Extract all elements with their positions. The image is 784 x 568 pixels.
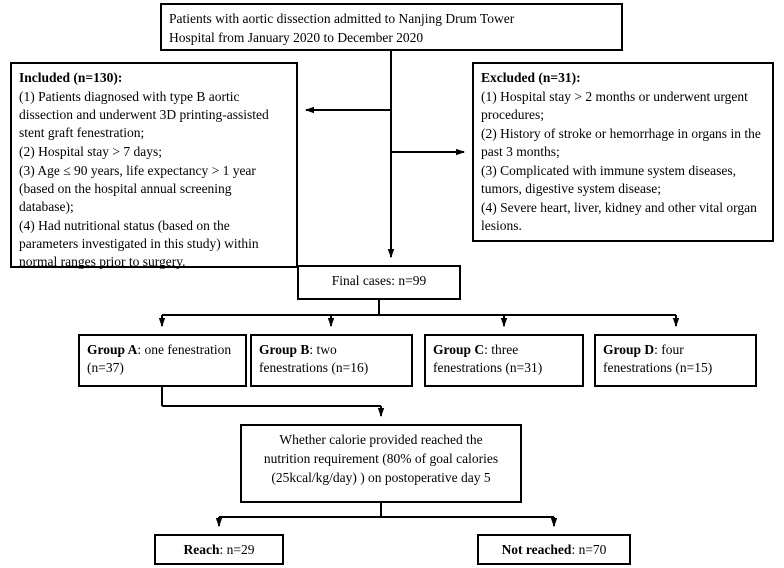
included-item-1: (1) Patients diagnosed with type B aortic dissection and underwent 3D printing-assisted stent graft fenestration; — [19, 88, 269, 140]
excluded-heading: Excluded (n=31): — [481, 70, 581, 85]
excluded-item-2: (2) History of stroke or hemorrhage in organs in the past 3 months; — [481, 125, 761, 159]
calorie-line-2: nutrition requirement (80% of goal calories — [263, 450, 499, 466]
box-group-d — [594, 334, 757, 387]
enrollment-line-2: Hospital from January 2020 to December 2020 — [169, 29, 424, 45]
enrollment-line-1: Patients with aortic dissection admitted to Nanjing Drum Tower — [169, 11, 515, 26]
group-a-label: Group A — [87, 342, 138, 357]
box-not-reached — [477, 534, 631, 565]
box-enrollment-source — [160, 3, 623, 51]
not-reached-label: Not reached — [501, 542, 572, 557]
group-d-text: Group D: four fenestrations (n=15) — [603, 342, 713, 375]
box-reach — [154, 534, 284, 565]
box-group-c — [424, 334, 584, 387]
group-a-text: Group A: one fenestration (n=37) — [87, 342, 232, 375]
reach-label: Reach — [183, 542, 220, 557]
box-group-b — [250, 334, 413, 387]
not-reached-text: Not reached: n=70 — [501, 542, 607, 557]
excluded-item-3: (3) Complicated with immune system diseases, tumors, digestive system disease; — [481, 162, 736, 196]
box-calorie-criterion — [240, 424, 522, 503]
included-heading: Included (n=130): — [19, 70, 123, 85]
included-item-2: (2) Hospital stay > 7 days; — [19, 143, 162, 159]
box-excluded — [472, 62, 774, 242]
included-item-3: (3) Age ≤ 90 years, life expectancy > 1 year (based on the hospital annual screening database); — [19, 162, 256, 214]
box-final-cases — [297, 265, 461, 300]
group-b-label: Group B — [259, 342, 310, 357]
box-included — [10, 62, 298, 268]
reach-text: Reach: n=29 — [183, 542, 255, 557]
final-cases-text: Final cases: n=99 — [331, 273, 427, 288]
calorie-line-1: Whether calorie provided reached the — [279, 432, 483, 447]
calorie-line-3: (25kcal/kg/day) ) on postoperative day 5 — [271, 469, 491, 485]
excluded-item-4: (4) Severe heart, liver, kidney and other vital organ lesions. — [481, 199, 757, 233]
group-d-label: Group D — [603, 342, 655, 357]
group-c-label: Group C — [433, 342, 485, 357]
group-c-text: Group C: three fenestrations (n=31) — [433, 342, 543, 375]
included-item-4: (4) Had nutritional status (based on the parameters investigated in this study) within normal ranges prior to surgery. — [19, 217, 259, 269]
box-group-a — [78, 334, 247, 387]
group-b-text: Group B: two fenestrations (n=16) — [259, 342, 369, 375]
excluded-item-1: (1) Hospital stay > 2 months or underwent urgent procedures; — [481, 88, 748, 122]
